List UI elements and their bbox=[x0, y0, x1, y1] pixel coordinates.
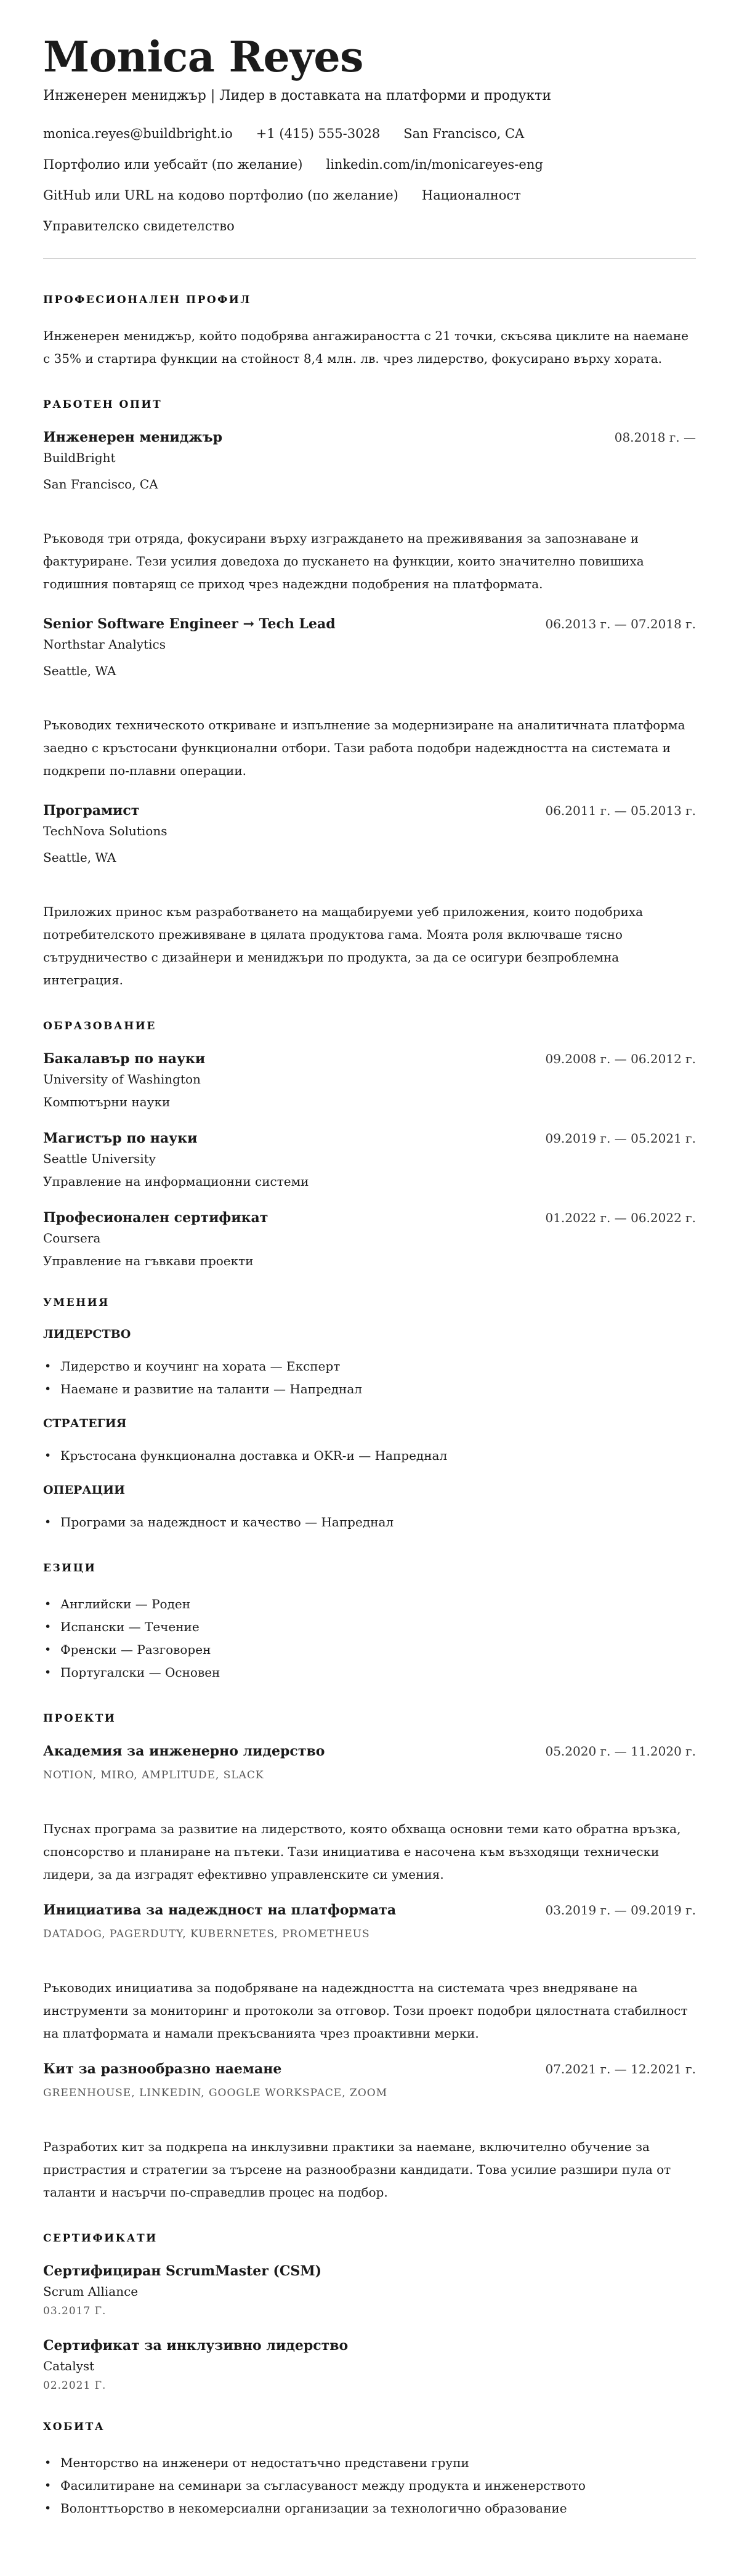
education-entry-head bbox=[43, 1051, 696, 1067]
project-entry-head bbox=[43, 1902, 696, 1918]
section-education bbox=[43, 1020, 696, 1268]
hobbies-section-title: ХОБИТА bbox=[43, 2421, 105, 2433]
job-title: Програмист bbox=[43, 803, 140, 819]
job-title: Senior Software Engineer → Tech Lead bbox=[43, 616, 336, 632]
skill-group-leadership: ЛИДЕРСТВО bbox=[43, 1327, 131, 1341]
certificate-issuer: Scrum Alliance bbox=[43, 2284, 139, 2299]
language-item: • Португалски — Основен bbox=[43, 1661, 696, 1684]
headline: Инженерен мениджър | Лидер в доставката на платформи и продукти bbox=[43, 88, 551, 103]
projects-section-title: ПРОЕКТИ bbox=[43, 1712, 116, 1725]
project-dates: 05.2020 г. — 11.2020 г. bbox=[545, 1744, 696, 1759]
project-title: Кит за разнообразно наемане bbox=[43, 2061, 282, 2077]
project-tools: DATADOG, PAGERDUTY, KUBERNETES, PROMETHEUS bbox=[43, 1928, 370, 1940]
skill-item: • Наемане и развитие на таланти — Напреднал bbox=[43, 1378, 696, 1401]
degree-title: Магистър по науки bbox=[43, 1130, 198, 1146]
project-description: Пуснах програма за развитие на лидерството, която обхваща основни теми като обратна връзка, спонсорство и планиране на пътеки. Тази инициатива е насочена към възходящи технически лидери, за да изградят ефективно управленските си умения. bbox=[43, 1821, 681, 1882]
skill-list bbox=[43, 1511, 696, 1534]
contact-row-4 bbox=[43, 219, 696, 233]
degree-title: Бакалавър по науки bbox=[43, 1051, 206, 1067]
project-entry-head bbox=[43, 1743, 696, 1759]
job-entry-2 bbox=[43, 616, 696, 782]
certificate-name: Сертифициран ScrumMaster (CSM) bbox=[43, 2263, 322, 2279]
certificate-name: Сертификат за инклузивно лидерство bbox=[43, 2338, 349, 2354]
certificate-entry-2 bbox=[43, 2338, 696, 2392]
job-dates: 06.2011 г. — 05.2013 г. bbox=[545, 803, 696, 818]
education-entry-3 bbox=[43, 1210, 696, 1268]
project-entry-2 bbox=[43, 1902, 696, 2045]
section-hobbies bbox=[43, 2421, 696, 2520]
education-dates: 01.2022 г. — 06.2022 г. bbox=[545, 1210, 696, 1225]
section-projects bbox=[43, 1712, 696, 2204]
project-dates: 03.2019 г. — 09.2019 г. bbox=[545, 1903, 696, 1918]
job-company: Northstar Analytics bbox=[43, 637, 166, 652]
contact-nationality: Националност bbox=[421, 188, 521, 203]
section-skills bbox=[43, 1297, 696, 1534]
education-entry-1 bbox=[43, 1051, 696, 1109]
person-name: Monica Reyes bbox=[43, 33, 363, 82]
school-name: Coursera bbox=[43, 1231, 101, 1245]
project-description: Ръководих инициатива за подобряване на надеждността на системата чрез внедряване на инструменти за мониторинг и протоколи за отговор. Този проект подобри цялостната стабилност на платформата и намали прекъсванията чрез проактивни мерки. bbox=[43, 1980, 688, 2041]
job-entry-3 bbox=[43, 803, 696, 992]
header-divider bbox=[43, 258, 696, 259]
education-entry-head bbox=[43, 1210, 696, 1226]
job-entry-1 bbox=[43, 429, 696, 596]
contact-linkedin: linkedin.com/in/monicareyes-eng bbox=[326, 157, 543, 172]
resume-document bbox=[0, 34, 739, 2545]
field-of-study: Компютърни науки bbox=[43, 1095, 171, 1109]
job-company: TechNova Solutions bbox=[43, 824, 168, 838]
certificates-section-title: СЕРТИФИКАТИ bbox=[43, 2232, 158, 2245]
job-dates: 06.2013 г. — 07.2018 г. bbox=[545, 617, 696, 631]
job-location: Seattle, WA bbox=[43, 663, 116, 678]
project-title: Академия за инженерно лидерство bbox=[43, 1743, 325, 1759]
hobby-item: • Волонттьорство в некомерсиални организации за технологично образование bbox=[43, 2497, 696, 2520]
field-of-study: Управление на гъвкави проекти bbox=[43, 1254, 254, 1268]
field-of-study: Управление на информационни системи bbox=[43, 1174, 309, 1189]
hobby-list bbox=[43, 2452, 696, 2520]
languages-section-title: ЕЗИЦИ bbox=[43, 1562, 97, 1574]
skill-list bbox=[43, 1444, 696, 1467]
job-description: Ръководих техническото откриване и изпълнение за модернизиране на аналитичната платформа заедно с кръстосани функционални отбори. Тази работа подобри надеждността на системата и подкрепи по-плавни операции. bbox=[43, 718, 685, 778]
project-entry-head bbox=[43, 2061, 696, 2077]
skill-group-operations: ОПЕРАЦИИ bbox=[43, 1483, 125, 1497]
skill-item: • Кръстосана функционална доставка и OKR-и — Напреднал bbox=[43, 1444, 696, 1467]
contact-row-2 bbox=[43, 157, 696, 172]
job-description: Приложих принос към разработването на мащабируеми уеб приложения, които подобриха потребителското преживяване в цялата продуктова гама. Моята роля включваше тясно сътрудничество с дизайнери и мениджъри по продукта, за да се осигури безпроблемна интеграция. bbox=[43, 904, 644, 987]
job-location: Seattle, WA bbox=[43, 850, 116, 865]
job-dates: 08.2018 г. — bbox=[614, 430, 696, 445]
language-item: • Френски — Разговорен bbox=[43, 1638, 696, 1661]
certificate-entry-1 bbox=[43, 2263, 696, 2318]
job-entry-head bbox=[43, 616, 696, 632]
job-entry-head bbox=[43, 429, 696, 445]
section-certificates bbox=[43, 2232, 696, 2392]
job-title: Инженерен мениджър bbox=[43, 429, 223, 445]
job-location: San Francisco, CA bbox=[43, 477, 158, 492]
education-entry-head bbox=[43, 1130, 696, 1146]
school-name: Seattle University bbox=[43, 1151, 156, 1166]
project-title: Инициатива за надеждност на платформата bbox=[43, 1902, 397, 1918]
project-dates: 07.2021 г. — 12.2021 г. bbox=[545, 2062, 696, 2076]
skill-list bbox=[43, 1355, 696, 1401]
skill-item: • Лидерство и коучинг на хората — Експерт bbox=[43, 1355, 696, 1378]
job-company: BuildBright bbox=[43, 450, 116, 465]
project-tools: NOTION, MIRO, AMPLITUDE, SLACK bbox=[43, 1769, 264, 1781]
certificate-date: 03.2017 Г. bbox=[43, 2305, 107, 2317]
skill-group-strategy: СТРАТЕГИЯ bbox=[43, 1417, 127, 1430]
experience-section-title: РАБОТЕН ОПИТ bbox=[43, 399, 163, 411]
hobby-item: • Менторство на инженери от недостатъчно представени групи bbox=[43, 2452, 696, 2474]
profile-text: Инженерен мениджър, който подобрява ангажираността с 21 точки, скъсява циклите на наемане с 35% и стартира функции на стойност 8,4 млн. лв. чрез лидерство, фокусирано върху хората. bbox=[43, 328, 689, 366]
degree-title: Професионален сертификат bbox=[43, 1210, 269, 1226]
certificate-issuer: Catalyst bbox=[43, 2359, 95, 2373]
education-dates: 09.2008 г. — 06.2012 г. bbox=[545, 1051, 696, 1066]
section-languages bbox=[43, 1562, 696, 1684]
language-item: • Английски — Роден bbox=[43, 1593, 696, 1616]
section-experience bbox=[43, 399, 696, 992]
school-name: University of Washington bbox=[43, 1072, 201, 1087]
contact-phone: +1 (415) 555-3028 bbox=[256, 126, 381, 141]
contact-row-1 bbox=[43, 126, 696, 141]
project-tools: GREENHOUSE, LINKEDIN, GOOGLE WORKSPACE, ZOOM bbox=[43, 2087, 388, 2099]
contact-block bbox=[43, 126, 696, 233]
job-description: Ръководя три отряда, фокусирани върху изграждането на преживявания за запознаване и фактуриране. Тези усилия доведоха до пускането на функции, които значително повишиха годишния повтарящ се приход чрез надеждни подобрения на платформата. bbox=[43, 531, 644, 591]
skill-item: • Програми за надеждност и качество — Напреднал bbox=[43, 1511, 696, 1534]
language-item: • Испански — Течение bbox=[43, 1616, 696, 1638]
contact-location: San Francisco, CA bbox=[403, 126, 525, 141]
project-entry-1 bbox=[43, 1743, 696, 1886]
project-description: Разработих кит за подкрепа на инклузивни практики за наемане, включително обучение за пристрастия и стратегии за търсене на разнообразни кандидати. Това усилие разшири пула от таланти и насърчи по-справедлив процес на подбор. bbox=[43, 2139, 671, 2200]
section-profile bbox=[43, 294, 696, 370]
job-entry-head bbox=[43, 803, 696, 819]
contact-email: monica.reyes@buildbright.io bbox=[43, 126, 233, 141]
education-entry-2 bbox=[43, 1130, 696, 1189]
contact-row-3 bbox=[43, 188, 696, 203]
hobby-item: • Фасилитиране на семинари за съгласуваност между продукта и инженерството bbox=[43, 2474, 696, 2497]
education-dates: 09.2019 г. — 05.2021 г. bbox=[545, 1131, 696, 1146]
contact-license: Управителско свидетелство bbox=[43, 219, 235, 233]
profile-section-title: ПРОФЕСИОНАЛЕН ПРОФИЛ bbox=[43, 294, 251, 306]
contact-portfolio: Портфолио или уебсайт (по желание) bbox=[43, 157, 303, 172]
contact-github: GitHub или URL на кодово портфолио (по желание) bbox=[43, 188, 398, 203]
education-section-title: ОБРАЗОВАНИЕ bbox=[43, 1020, 156, 1032]
language-list bbox=[43, 1593, 696, 1684]
certificate-date: 02.2021 Г. bbox=[43, 2380, 107, 2392]
project-entry-3 bbox=[43, 2061, 696, 2204]
skills-section-title: УМЕНИЯ bbox=[43, 1297, 110, 1309]
